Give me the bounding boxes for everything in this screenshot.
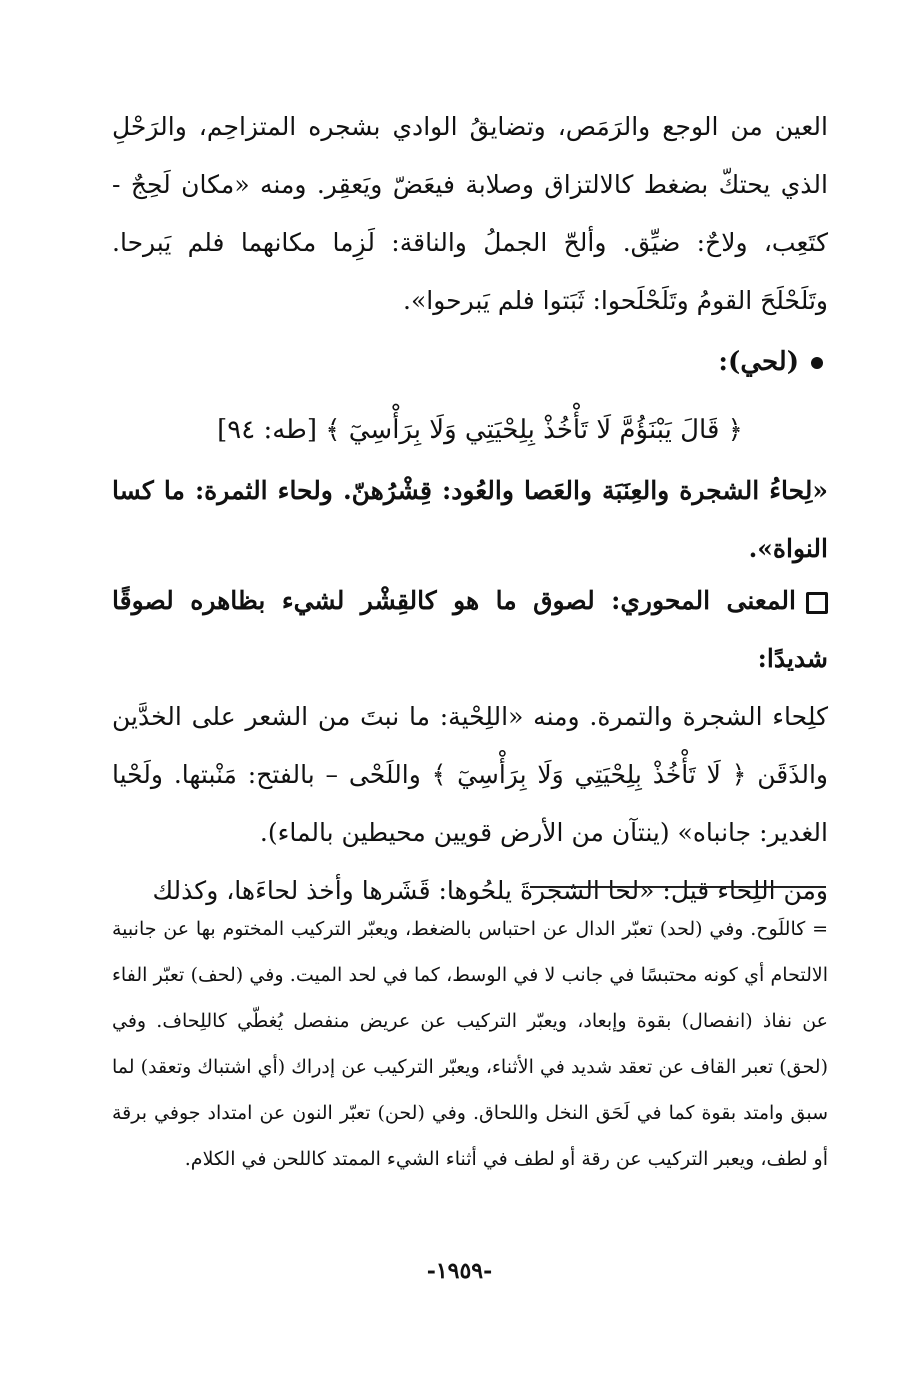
core-meaning-line	[112, 572, 828, 688]
definition-block	[112, 462, 828, 578]
footnote-divider	[530, 886, 826, 888]
paragraph-1: العين من الوجع والرَمَص، وتضايقُ الوادي بشجره المتزاحِم، والرَحْلِ الذي يحتكّ بضغط كالالتزاق وصلابة فيعَضّ ويَعقِر. ومنه «مكان لَحِجٌ - كتَعِب، ولاحٌ: ضيِّق. وألحّ الجملُ والناقة: لَزِما مكانهما فلم يَبرحا. وتَلَحْلَحَ القومُ وتَلَحْلَحوا: ثَبَتوا فلم يَبرحوا».	[112, 112, 828, 315]
core-meaning-label: المعنى المحوري:	[611, 586, 796, 615]
core-meaning-block	[112, 572, 828, 920]
paragraph-2: «لِحاءُ الشجرة والعِنَبَة والعَصا والعُود: قِشْرُهنّ. ولحاء الثمرة: ما كسا النواة».	[112, 476, 828, 563]
bullet-icon	[811, 357, 823, 369]
core-meaning-text: لصوق ما هو كالقِشْر لشيء بظاهره لصوقًا شديدًا:	[112, 586, 828, 673]
square-box-icon	[806, 592, 828, 614]
quran-verse: ﴿ قَالَ يَبْنَؤُمَّ لَا تَأْخُذْ بِلِحْيَتِي وَلَا بِرَأْسِيٓ ﴾ [طه: ٩٤]	[217, 415, 743, 445]
page-number: -١٩٥٩-	[426, 1258, 493, 1284]
paragraph-3: كلِحاء الشجرة والتمرة. ومنه «اللِحْية: ما نبتَ من الشعر على الخدَّين والذَقَن ﴿ لَا تَأْخُذْ بِلِحْيَتِي وَلَا بِرَأْسِيٓ ﴾ واللَحْى – بالفتح: مَنْبتها. ولَحْيا الغدير: جانباه» (ينتآن من الأرض قويين محيطين بالماء).	[112, 702, 828, 847]
heading-text: (لحي):	[718, 347, 799, 377]
footnote: = كاللَوح. وفي (لحد) تعبّر الدال عن احتباس بالضغط، ويعبّر التركيب المختوم بها عن جانبية الالتحام أي كونه محتبسًا في جانب لا في الوسط، كما في لحد الميت. وفي (لحف) تعبّر الفاء عن نفاذ (انفصال) بقوة وإبعاد، ويعبّر التركيب عن عريض منفصل يُغطّي كاللِحاف. وفي (لحق) تعبر القاف عن تعقد شديد في الأثناء، ويعبّر التركيب عن إدراك (أي اشتباك وتعقد) لما سبق وامتد بقوة كما في لَحَق النخل واللحاق. وفي (لحن) تعبّر النون عن امتداد جوفي برقة أو لطف، ويعبر التركيب عن رقة أو لطف في أثناء الشيء الممتد كاللحن في الكلام.	[112, 918, 828, 1170]
main-text-block	[112, 98, 828, 330]
paragraph-4: ومن اللِحاء قيل: «لحا الشجرةَ يلحُوها: قَشَرها وأخذ لحاءَها، وكذلك	[152, 876, 828, 905]
entry-heading	[718, 342, 823, 382]
